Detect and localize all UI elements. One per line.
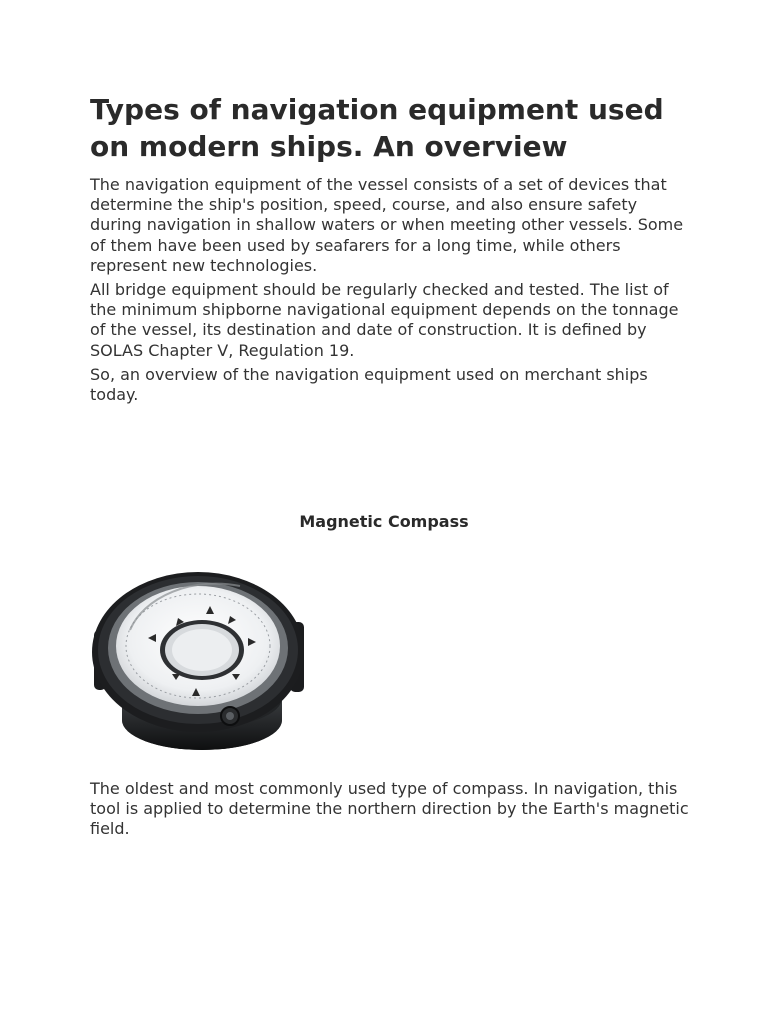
document-page [90, 92, 690, 839]
article-title: Types of navigation equipment used on modern ships. An overview [90, 93, 664, 163]
equipment-paragraph: All bridge equipment should be regularly checked and tested. The list of the minimum shipborne navigational equipment depends on the tonnage of the vessel, its destination and date of construction. It is defined by SOLAS Chapter V, Regulation 19. [90, 280, 679, 360]
intro-paragraph: The navigation equipment of the vessel consists of a set of devices that determine the ship's position, speed, course, and also ensure safety during navigation in shallow waters or when meeting other vessels. Some of them have been used by seafarers for a long time, while others represent new technologies. [90, 175, 684, 275]
compass-description: The oldest and most commonly used type of compass. In navigation, this tool is applied to determine the northern direction by the Earth's magnetic field. [90, 779, 689, 839]
compass-icon [90, 570, 310, 758]
overview-paragraph: So, an overview of the navigation equipment used on merchant ships today. [90, 364, 648, 405]
magnetic-compass-image [90, 570, 310, 758]
section-heading: Magnetic Compass [299, 512, 469, 531]
